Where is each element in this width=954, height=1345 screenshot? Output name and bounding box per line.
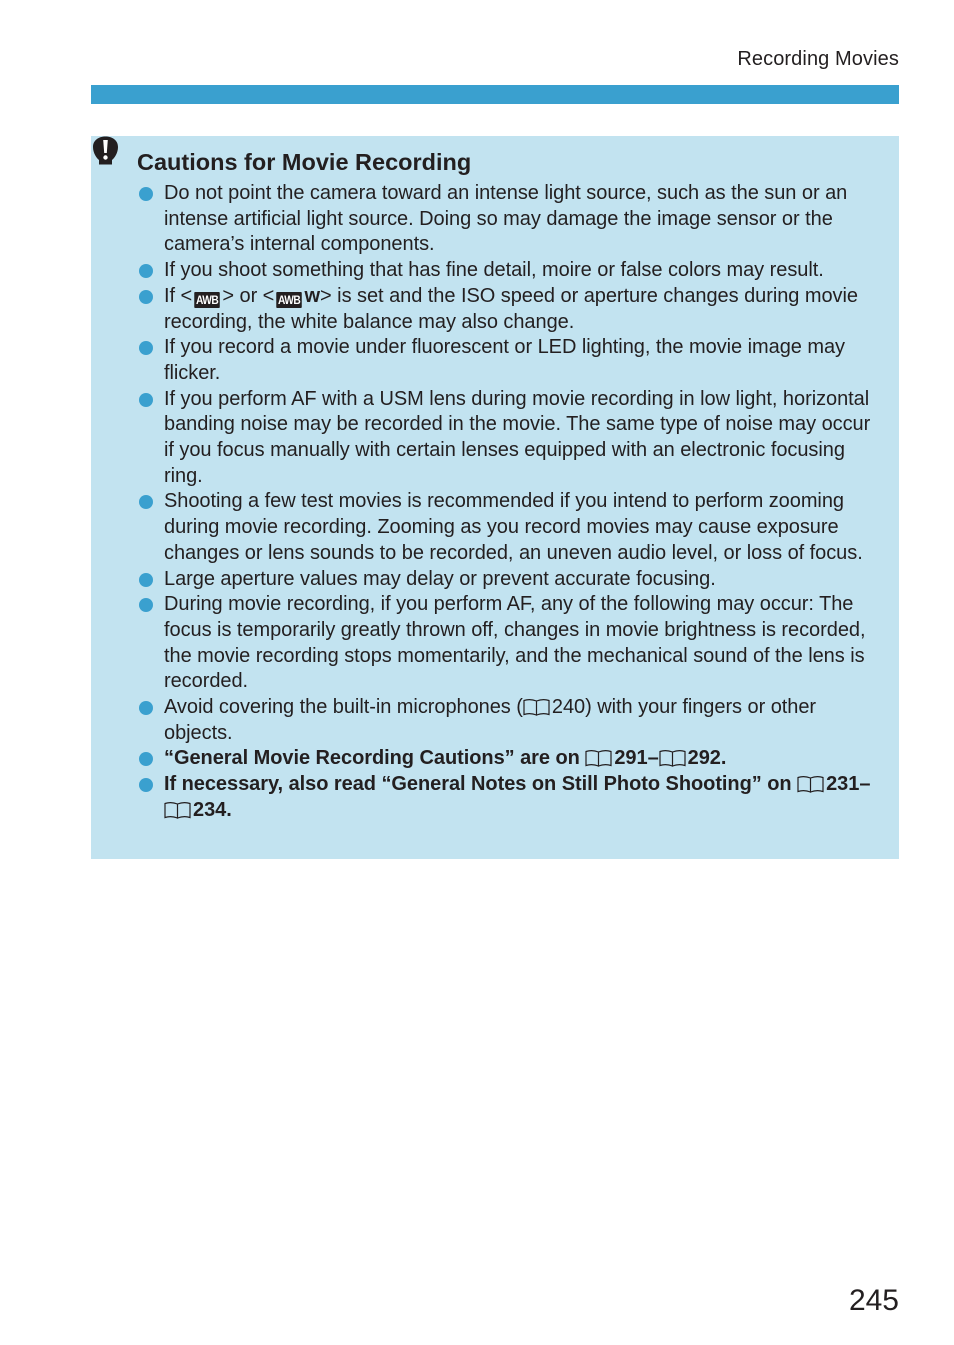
list-item-text: . bbox=[226, 798, 232, 821]
page-number: 245 bbox=[848, 1284, 899, 1317]
caution-exclamation-icon bbox=[91, 136, 120, 165]
list-item bbox=[137, 284, 879, 335]
header-bar bbox=[91, 85, 899, 104]
bullet-icon bbox=[139, 187, 153, 201]
book-icon bbox=[797, 775, 824, 793]
book-icon bbox=[164, 801, 191, 819]
bullet-icon bbox=[139, 778, 153, 792]
list-item bbox=[137, 695, 879, 746]
list-item-text: Do not point the camera toward an intense light source, such as the sun or an intense artificial light source. Doing so may damage the image sensor or the camera’s internal components. bbox=[164, 182, 848, 256]
list-item bbox=[137, 592, 879, 695]
awb-w-suffix: w bbox=[304, 284, 321, 307]
bullet-icon bbox=[139, 341, 153, 355]
list-item-text: If < bbox=[164, 284, 193, 307]
page-ref[interactable]: 240 bbox=[551, 696, 586, 719]
list-item-text: . bbox=[720, 747, 727, 770]
list-item-text: Avoid covering the built-in microphones ( bbox=[164, 696, 523, 719]
range-dash: – bbox=[859, 773, 871, 796]
list-item-text: ) with your fingers or other objects. bbox=[164, 696, 817, 744]
list-item-text: Large aperture values may delay or prevent accurate focusing. bbox=[164, 567, 716, 590]
list-item-text: If you perform AF with a USM lens during movie recording in low light, horizontal banding noise may be recorded in the movie. The same type of noise may occur if you focus manually with certain lenses equipped with an electronic focusing ring. bbox=[164, 387, 871, 487]
caution-title: Cautions for Movie Recording bbox=[137, 149, 472, 175]
bullet-icon bbox=[139, 393, 153, 407]
awb-icon: AWB bbox=[278, 292, 301, 307]
book-icon bbox=[523, 698, 550, 716]
list-item-text: “General Movie Recording Cautions” are on bbox=[164, 747, 586, 770]
list-item-text: If necessary, also read “General Notes on Still Photo Shooting” on bbox=[164, 773, 798, 796]
list-item bbox=[137, 567, 879, 593]
list-item-text: > is set and the ISO speed or aperture changes during movie recording, the white balance may also change. bbox=[164, 284, 858, 333]
list-item bbox=[137, 772, 879, 823]
bullet-icon bbox=[139, 701, 153, 715]
list-item-text: If you record a movie under fluorescent or LED lighting, the movie image may flicker. bbox=[164, 336, 845, 384]
caution-box bbox=[91, 136, 899, 859]
page-ref[interactable]: 231 bbox=[826, 773, 860, 796]
list-item-text: Shooting a few test movies is recommended if you intend to perform zooming during movie recording. Zooming as you record movies may cause exposure changes or lens sounds to be recorded, an uneven audio level, or loss of focus. bbox=[164, 490, 863, 564]
bullet-icon bbox=[139, 264, 153, 278]
book-icon bbox=[585, 749, 612, 767]
page-ref[interactable]: 234 bbox=[193, 798, 227, 821]
list-item bbox=[137, 335, 879, 386]
page-ref[interactable]: 292 bbox=[687, 747, 721, 770]
list-item bbox=[137, 258, 879, 284]
bullet-icon bbox=[139, 573, 153, 587]
book-icon bbox=[659, 749, 686, 767]
list-item-text: > or < bbox=[222, 284, 275, 307]
bullet-icon bbox=[139, 290, 153, 304]
bullet-icon bbox=[139, 495, 153, 509]
list-item bbox=[137, 387, 879, 490]
page-ref[interactable]: 291 bbox=[614, 747, 648, 770]
header-title: Recording Movies bbox=[737, 48, 899, 70]
list-item-text: During movie recording, if you perform AF, any of the following may occur: The focus is temporarily greatly thrown off, changes in movie brightness is recorded, the movie recording stops momentarily, and the mechanical sound of the lens is recorded. bbox=[164, 593, 866, 693]
bullet-icon bbox=[139, 598, 153, 612]
cautions-list bbox=[137, 181, 879, 824]
list-item bbox=[137, 489, 879, 566]
list-item bbox=[137, 181, 879, 258]
list-item bbox=[137, 746, 879, 772]
list-item-text: If you shoot something that has fine detail, moire or false colors may result. bbox=[164, 259, 824, 282]
awb-icon: AWB bbox=[196, 292, 219, 307]
bullet-icon bbox=[139, 752, 153, 766]
range-dash: – bbox=[647, 747, 659, 770]
